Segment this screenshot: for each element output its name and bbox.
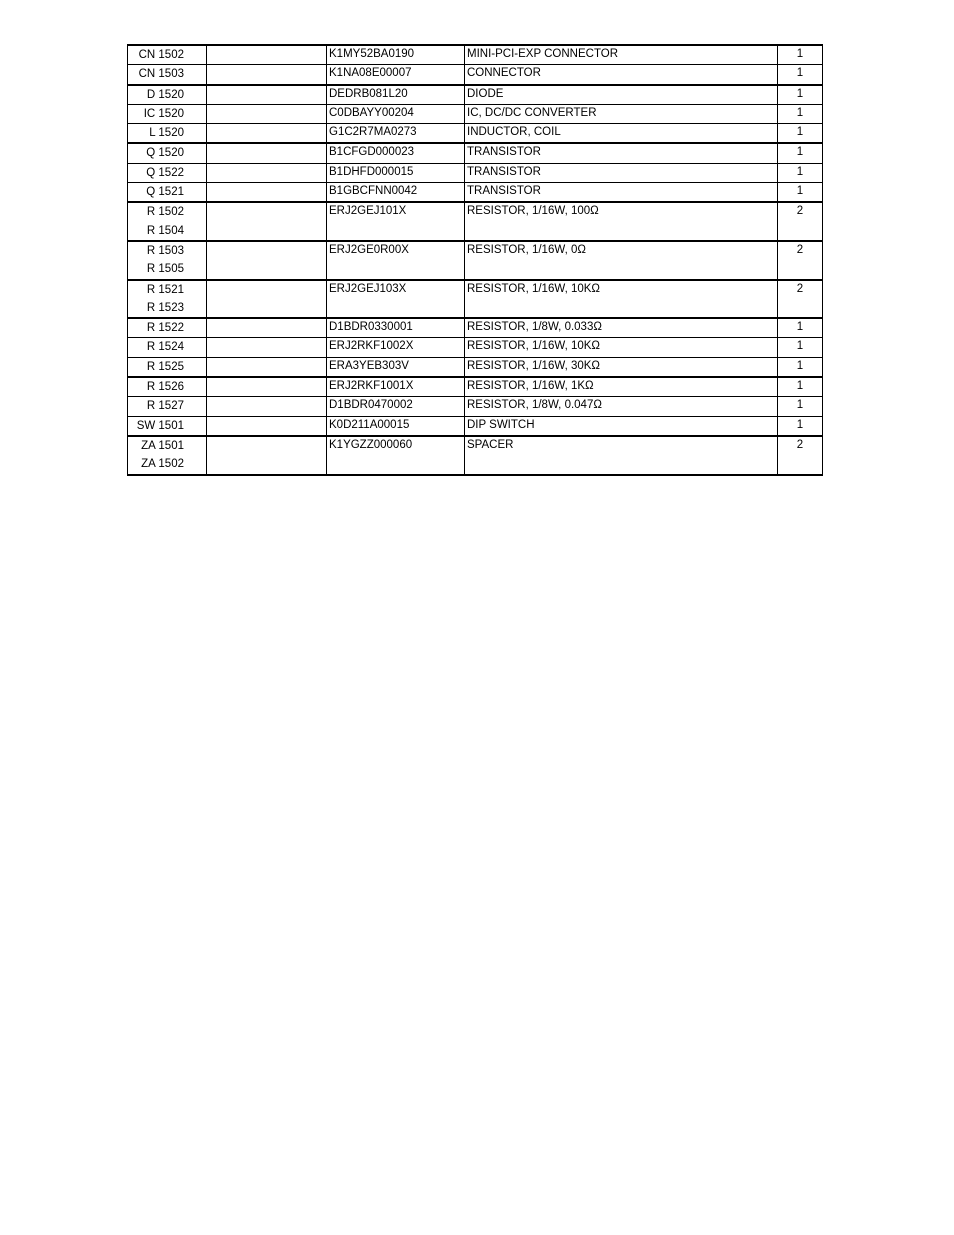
- quantity: 1: [796, 165, 804, 178]
- quantity-cell: [778, 397, 823, 416]
- part-number-cell: [327, 202, 465, 241]
- ref-designator: R 1526: [146, 381, 184, 394]
- part-description: RESISTOR, 1/16W, 10KΩ: [467, 282, 601, 295]
- ref-cell: [128, 104, 207, 123]
- part-number-cell: [327, 183, 465, 203]
- part-description: INDUCTOR, COIL: [467, 126, 561, 139]
- part-number: K1YGZZ000060: [329, 438, 413, 451]
- part-number: ERJ2GEJ101X: [329, 205, 407, 218]
- part-number-cell: [327, 163, 465, 182]
- quantity: 1: [796, 146, 804, 159]
- quantity-cell: [778, 183, 823, 203]
- quantity: 1: [796, 380, 804, 393]
- ref-designator: Q 1520: [146, 147, 184, 160]
- table-row: [128, 280, 823, 319]
- table-row: [128, 377, 823, 397]
- table-row: [128, 436, 823, 475]
- quantity-cell: [778, 318, 823, 338]
- quantity: 2: [796, 282, 804, 295]
- part-number: D1BDR0470002: [329, 399, 413, 412]
- part-description-cell: [465, 143, 778, 163]
- part-description-cell: [465, 183, 778, 203]
- table-row: [128, 241, 823, 280]
- ref-cell: [128, 202, 207, 241]
- quantity: 2: [796, 438, 804, 451]
- ref-cell: [128, 416, 207, 436]
- part-description-cell: [465, 104, 778, 123]
- ref-designator: R 1523: [146, 301, 184, 314]
- blank-cell: [207, 202, 327, 241]
- ref-cell: [128, 377, 207, 397]
- quantity: 1: [796, 399, 804, 412]
- parts-list-table: [127, 44, 823, 476]
- ref-designator: L 1520: [149, 127, 184, 140]
- table-row: [128, 202, 823, 241]
- part-description: CONNECTOR: [467, 67, 541, 80]
- part-number: D1BDR0330001: [329, 321, 413, 334]
- ref-designator: ZA 1502: [141, 458, 184, 471]
- ref-designator: R 1504: [146, 224, 184, 237]
- ref-designator: R 1505: [146, 263, 184, 276]
- blank-cell: [207, 436, 327, 475]
- blank-cell: [207, 318, 327, 338]
- part-number: K1MY52BA0190: [329, 48, 415, 60]
- quantity-cell: [778, 65, 823, 85]
- quantity: 2: [796, 205, 804, 218]
- part-number: B1GBCFNN0042: [329, 185, 418, 198]
- quantity: 1: [796, 48, 804, 60]
- table-row: [128, 124, 823, 144]
- part-description: RESISTOR, 1/16W, 100Ω: [467, 205, 599, 218]
- quantity-cell: [778, 357, 823, 377]
- ref-cell: [128, 436, 207, 475]
- part-number: ERJ2GEJ103X: [329, 282, 407, 295]
- part-description: RESISTOR, 1/16W, 30KΩ: [467, 359, 601, 372]
- part-description-cell: [465, 397, 778, 416]
- part-number-cell: [327, 377, 465, 397]
- part-description-cell: [465, 85, 778, 105]
- quantity: 1: [796, 340, 804, 353]
- part-number-cell: [327, 280, 465, 319]
- part-description: TRANSISTOR: [467, 165, 541, 178]
- quantity: 1: [796, 359, 804, 372]
- part-description-cell: [465, 65, 778, 85]
- part-number: ERJ2GE0R00X: [329, 243, 409, 256]
- blank-cell: [207, 338, 327, 357]
- ref-designator: R 1522: [146, 322, 184, 335]
- quantity-cell: [778, 241, 823, 280]
- quantity: 1: [796, 418, 804, 431]
- quantity-cell: [778, 163, 823, 182]
- part-number: K0D211A00015: [329, 418, 410, 431]
- blank-cell: [207, 163, 327, 182]
- part-description-cell: [465, 338, 778, 357]
- ref-cell: [128, 338, 207, 357]
- part-number-cell: [327, 45, 465, 65]
- part-number-cell: [327, 65, 465, 85]
- blank-cell: [207, 45, 327, 65]
- table-row: [128, 45, 823, 65]
- parts-list-body: [128, 45, 823, 475]
- blank-cell: [207, 357, 327, 377]
- part-number-cell: [327, 416, 465, 436]
- table-row: [128, 338, 823, 357]
- part-description: TRANSISTOR: [467, 146, 541, 159]
- part-number-cell: [327, 124, 465, 144]
- part-number: ERA3YEB303V: [329, 359, 409, 372]
- part-number: ERJ2RKF1002X: [329, 340, 414, 353]
- table-row: [128, 318, 823, 338]
- quantity: 1: [796, 67, 804, 80]
- ref-designator: R 1525: [146, 360, 184, 373]
- part-description: RESISTOR, 1/16W, 10KΩ: [467, 340, 601, 353]
- ref-cell: [128, 241, 207, 280]
- table-row: [128, 357, 823, 377]
- table-row: [128, 104, 823, 123]
- table-row: [128, 416, 823, 436]
- quantity-cell: [778, 45, 823, 65]
- blank-cell: [207, 397, 327, 416]
- blank-cell: [207, 377, 327, 397]
- quantity-cell: [778, 338, 823, 357]
- ref-designator: D 1520: [146, 88, 184, 101]
- part-number: C0DBAYY00204: [329, 106, 414, 119]
- part-number-cell: [327, 241, 465, 280]
- quantity-cell: [778, 377, 823, 397]
- part-description-cell: [465, 45, 778, 65]
- blank-cell: [207, 65, 327, 85]
- part-number: G1C2R7MA0273: [329, 126, 417, 139]
- blank-cell: [207, 241, 327, 280]
- quantity-cell: [778, 416, 823, 436]
- ref-designator: R 1527: [146, 400, 184, 413]
- ref-cell: [128, 183, 207, 203]
- part-description: MINI-PCI-EXP CONNECTOR: [467, 48, 619, 60]
- part-number: B1CFGD000023: [329, 146, 415, 159]
- part-number-cell: [327, 397, 465, 416]
- table-row: [128, 65, 823, 85]
- part-description-cell: [465, 357, 778, 377]
- table-row: [128, 397, 823, 416]
- part-description: DIP SWITCH: [467, 418, 535, 431]
- part-description: RESISTOR, 1/16W, 1KΩ: [467, 380, 594, 393]
- ref-cell: [128, 318, 207, 338]
- part-description: RESISTOR, 1/8W, 0.033Ω: [467, 321, 602, 334]
- part-description-cell: [465, 202, 778, 241]
- ref-cell: [128, 143, 207, 163]
- quantity-cell: [778, 124, 823, 144]
- part-number: ERJ2RKF1001X: [329, 380, 414, 393]
- part-description: RESISTOR, 1/8W, 0.047Ω: [467, 399, 602, 412]
- part-description: DIODE: [467, 87, 504, 100]
- quantity-cell: [778, 85, 823, 105]
- part-description-cell: [465, 241, 778, 280]
- quantity: 1: [796, 321, 804, 334]
- quantity-cell: [778, 202, 823, 241]
- part-number-cell: [327, 104, 465, 123]
- part-description-cell: [465, 377, 778, 397]
- blank-cell: [207, 143, 327, 163]
- part-description-cell: [465, 124, 778, 144]
- ref-designator: IC 1520: [143, 107, 184, 120]
- blank-cell: [207, 416, 327, 436]
- ref-cell: [128, 163, 207, 182]
- quantity: 1: [796, 126, 804, 139]
- ref-designator: Q 1521: [146, 186, 184, 199]
- table-row: [128, 143, 823, 163]
- ref-cell: [128, 85, 207, 105]
- ref-cell: [128, 45, 207, 65]
- ref-designator: R 1521: [146, 283, 184, 296]
- table-row: [128, 163, 823, 182]
- part-number: DEDRB081L20: [329, 87, 408, 100]
- part-description-cell: [465, 436, 778, 475]
- part-description: IC, DC/DC CONVERTER: [467, 106, 597, 119]
- blank-cell: [207, 280, 327, 319]
- part-description: TRANSISTOR: [467, 185, 541, 198]
- part-number: B1DHFD000015: [329, 165, 414, 178]
- ref-designator: Q 1522: [146, 166, 184, 179]
- part-number-cell: [327, 357, 465, 377]
- table-row: [128, 85, 823, 105]
- quantity-cell: [778, 143, 823, 163]
- part-description-cell: [465, 163, 778, 182]
- part-number-cell: [327, 436, 465, 475]
- ref-designator: R 1502: [146, 206, 184, 219]
- ref-cell: [128, 397, 207, 416]
- part-description-cell: [465, 318, 778, 338]
- ref-cell: [128, 124, 207, 144]
- quantity: 2: [796, 243, 804, 256]
- ref-cell: [128, 65, 207, 85]
- blank-cell: [207, 85, 327, 105]
- quantity-cell: [778, 436, 823, 475]
- part-number-cell: [327, 143, 465, 163]
- part-description: RESISTOR, 1/16W, 0Ω: [467, 243, 586, 256]
- part-number-cell: [327, 338, 465, 357]
- ref-designator: R 1503: [146, 244, 184, 257]
- blank-cell: [207, 124, 327, 144]
- ref-designator: ZA 1501: [141, 439, 184, 452]
- ref-cell: [128, 357, 207, 377]
- part-number-cell: [327, 318, 465, 338]
- blank-cell: [207, 104, 327, 123]
- ref-cell: [128, 280, 207, 319]
- table-row: [128, 183, 823, 203]
- part-number: K1NA08E00007: [329, 67, 412, 80]
- ref-designator: R 1524: [146, 341, 184, 354]
- quantity: 1: [796, 106, 804, 119]
- ref-designator: CN 1503: [138, 68, 184, 81]
- quantity-cell: [778, 104, 823, 123]
- blank-cell: [207, 183, 327, 203]
- part-description: SPACER: [467, 438, 514, 451]
- quantity: 1: [796, 185, 804, 198]
- part-number-cell: [327, 85, 465, 105]
- quantity: 1: [796, 87, 804, 100]
- ref-designator: CN 1502: [138, 49, 184, 61]
- ref-designator: SW 1501: [136, 419, 184, 432]
- part-description-cell: [465, 416, 778, 436]
- part-description-cell: [465, 280, 778, 319]
- quantity-cell: [778, 280, 823, 319]
